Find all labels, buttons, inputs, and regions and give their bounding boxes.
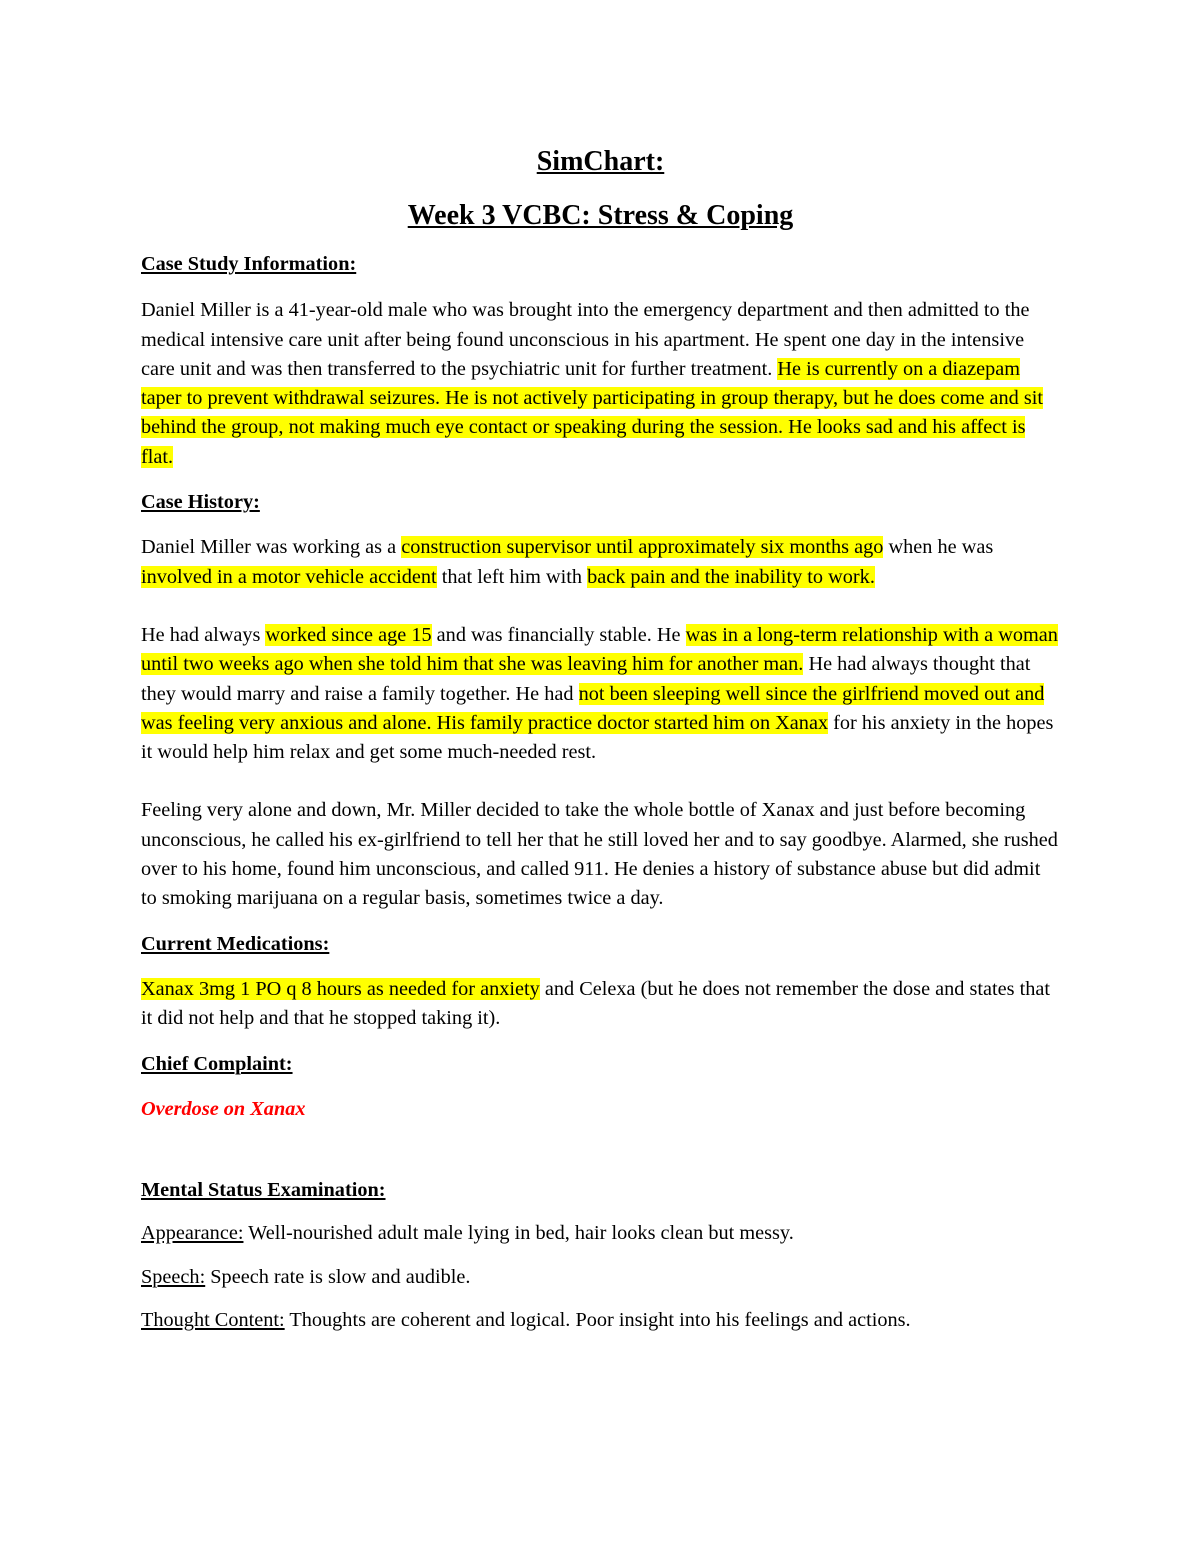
highlight-span: worked since age 15 xyxy=(265,623,432,646)
appearance-line xyxy=(141,1219,1060,1248)
medications-text: and Celexa (but he does not remember the dose and states that it did not help and that he stopped taking it). xyxy=(141,977,1051,1030)
text-span: when he was xyxy=(883,536,994,559)
highlight-span: was in a long-term relationship with a woman until two weeks ago when she told him that she was leaving him for another man. xyxy=(141,623,1058,676)
speech-label: Speech: xyxy=(141,1265,206,1288)
chief-complaint-value: Overdose on Xanax xyxy=(141,1097,306,1120)
case-study-heading: Case Study Information: xyxy=(141,253,357,275)
case-history-paragraph-1 xyxy=(141,533,1060,592)
case-study-highlight: He is currently on a diazepam taper to prevent withdrawal seizures. He is not actively participating in group therapy, but he does come and sit behind the group, not making much eye contact or speaking during the session. He looks sad and his affect is flat. xyxy=(141,357,1044,468)
medications-highlight: Xanax 3mg 1 PO q 8 hours as needed for anxiety xyxy=(141,977,540,1000)
highlight-span: not been sleeping well since the girlfriend moved out and was feeling very anxious and alone. His family practice doctor started him on Xanax xyxy=(141,682,1045,734)
highlight-span: involved in a motor vehicle accident xyxy=(141,565,437,588)
text-span: for his anxiety in the hopes it would help him relax and get some much-needed rest. xyxy=(141,711,1054,764)
case-history-paragraph-3: Feeling very alone and down, Mr. Miller decided to take the whole bottle of Xanax and just before becoming unconscious, he called his ex-girlfriend to tell her that he still loved her and to say goodbye. Alarmed, she rushed over to his home, found him unconscious, and called 911. He denies a history of substance abuse but did admit to smoking marijuana on a regular basis, sometimes twice a day. xyxy=(141,799,1058,910)
highlight-span: back pain and the inability to work. xyxy=(587,565,875,588)
highlight-span: construction supervisor until approximately six months ago xyxy=(401,536,884,559)
document-subtitle: Week 3 VCBC: Stress & Coping xyxy=(407,200,794,231)
case-study-text: Daniel Miller is a 41-year-old male who was brought into the emergency department and then admitted to the medical intensive care unit after being found unconscious in his apartment. He spent one day in the intensive care unit and was then transferred to the psychiatric unit for further treatment. xyxy=(141,299,1030,380)
case-history-heading: Case History: xyxy=(141,491,260,514)
case-history-paragraph-2 xyxy=(141,621,1060,767)
text-span: He had always xyxy=(141,623,266,646)
text-span: and was financially stable. He xyxy=(431,623,686,646)
thought-content-line xyxy=(141,1306,1060,1335)
medications-paragraph xyxy=(141,975,1060,1034)
text-span: that left him with xyxy=(436,565,588,588)
case-study-paragraph xyxy=(141,296,1060,472)
medications-heading: Current Medications: xyxy=(141,932,330,955)
chief-complaint-heading: Chief Complaint: xyxy=(141,1052,293,1075)
text-span: Daniel Miller was working as a xyxy=(141,536,402,559)
speech-text: Speech rate is slow and audible. xyxy=(205,1265,471,1288)
thought-content-label: Thought Content: xyxy=(141,1309,285,1332)
document-title: SimChart: xyxy=(536,146,665,177)
appearance-text: Well-nourished adult male lying in bed, hair looks clean but messy. xyxy=(243,1222,794,1245)
speech-line xyxy=(141,1263,1060,1292)
appearance-label: Appearance: xyxy=(141,1222,244,1245)
text-span: He had always thought that they would marry and raise a family together. He had xyxy=(141,653,1031,705)
thought-content-text: Thoughts are coherent and logical. Poor insight into his feelings and actions. xyxy=(284,1309,911,1332)
mental-status-heading: Mental Status Examination: xyxy=(141,1179,386,1202)
